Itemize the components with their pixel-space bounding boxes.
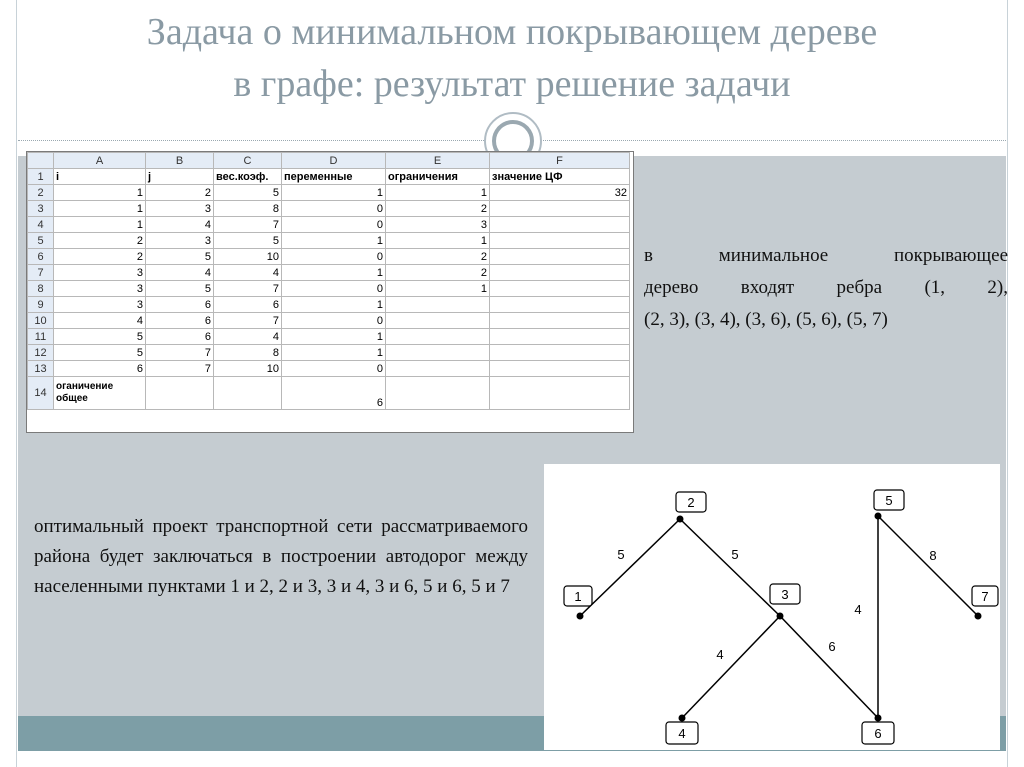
table-cell[interactable]: 10 [214,361,282,377]
table-cell[interactable]: 1 [54,201,146,217]
table-row [28,185,630,201]
node-1-dot [577,613,584,620]
header-cell[interactable]: значение ЦФ [490,169,630,185]
table-row [28,377,630,410]
table-cell[interactable]: 1 [386,233,490,249]
edge-3-4-weight: 4 [716,647,724,662]
node-7-label: 7 [981,589,989,604]
table-cell[interactable]: 0 [282,281,386,297]
table-cell[interactable]: 1 [54,217,146,233]
table-cell[interactable]: 3 [146,233,214,249]
table-row [28,313,630,329]
table-cell[interactable] [386,329,490,345]
table-cell[interactable] [146,377,214,410]
row-number[interactable]: 9 [28,297,54,313]
table-row [28,249,630,265]
header-cell[interactable]: вес.коэф. [214,169,282,185]
table-cell[interactable]: 1 [282,233,386,249]
table-cell[interactable] [490,201,630,217]
table-cell[interactable] [386,313,490,329]
table-row [28,233,630,249]
table-cell[interactable] [490,361,630,377]
table-cell[interactable]: 0 [282,361,386,377]
table-cell[interactable]: 3 [146,201,214,217]
table-cell[interactable]: 1 [282,329,386,345]
row-number[interactable]: 5 [28,233,54,249]
table-cell[interactable] [214,377,282,410]
edge-2-3 [680,519,780,616]
table-cell[interactable]: 32 [490,185,630,201]
table-cell[interactable]: 1 [282,345,386,361]
table-cell[interactable]: 0 [282,217,386,233]
table-cell[interactable]: 8 [214,345,282,361]
node-4-dot [679,715,686,722]
edge-2-3-weight: 5 [731,547,739,562]
table-cell[interactable] [386,361,490,377]
table-cell[interactable] [490,329,630,345]
row-number[interactable]: 11 [28,329,54,345]
mst-text-line-1: в минимальное покрывающее [644,245,1008,266]
select-all-corner[interactable] [28,153,54,169]
table-row [28,281,630,297]
edge-1-2 [580,519,680,616]
spreadsheet-table [27,152,630,410]
table-cell[interactable]: 6 [146,297,214,313]
table-cell[interactable] [490,313,630,329]
table-cell[interactable]: 1 [282,297,386,313]
table-cell[interactable] [490,217,630,233]
table-cell[interactable]: 3 [54,265,146,281]
edge-5-7 [878,516,978,616]
node-4-label: 4 [678,726,686,741]
graph-diagram [544,464,1000,750]
table-cell[interactable]: 10 [214,249,282,265]
table-cell[interactable] [490,233,630,249]
table-cell[interactable] [490,281,630,297]
table-cell[interactable] [386,377,490,410]
table-cell[interactable]: 3 [54,281,146,297]
node-6-dot [875,715,882,722]
table-row [28,345,630,361]
row-number[interactable]: 12 [28,345,54,361]
table-cell[interactable]: 7 [214,217,282,233]
row-number[interactable]: 8 [28,281,54,297]
table-cell[interactable] [490,297,630,313]
table-cell[interactable]: 4 [214,265,282,281]
table-cell[interactable] [386,297,490,313]
row-number[interactable]: 10 [28,313,54,329]
column-letter[interactable]: D [282,153,386,169]
table-cell[interactable]: 1 [386,281,490,297]
table-cell[interactable]: 5 [214,233,282,249]
table-cell[interactable] [490,345,630,361]
header-cell[interactable]: ограничения [386,169,490,185]
edge-3-6-weight: 6 [828,639,836,654]
header-cell[interactable]: переменные [282,169,386,185]
node-6-label: 6 [874,726,882,741]
table-cell[interactable]: 6 [146,329,214,345]
edge-3-4 [682,616,780,718]
mst-text-line-2: дерево входят ребра (1, 2), [644,277,1008,298]
row-number[interactable]: 3 [28,201,54,217]
column-letters-row [28,153,630,169]
table-cell[interactable]: 2 [54,249,146,265]
node-3-label: 3 [781,587,789,602]
table-row [28,217,630,233]
table-cell[interactable]: 7 [146,345,214,361]
edge-5-7-weight: 8 [929,548,937,563]
table-cell[interactable]: 0 [282,201,386,217]
column-letter[interactable]: E [386,153,490,169]
table-cell[interactable] [386,345,490,361]
table-cell[interactable]: 7 [214,313,282,329]
node-3-dot [777,613,784,620]
column-letter[interactable]: B [146,153,214,169]
table-cell[interactable]: 1 [282,265,386,281]
node-7-dot [975,613,982,620]
table-cell[interactable]: 2 [54,233,146,249]
table-cell[interactable]: 5 [146,249,214,265]
table-cell[interactable]: 0 [282,313,386,329]
table-cell[interactable]: 4 [214,329,282,345]
table-cell[interactable]: 5 [54,329,146,345]
total-label-cell[interactable]: оганичение общее [54,377,146,410]
edge-3-6 [780,616,878,718]
row-number[interactable]: 6 [28,249,54,265]
edge-5-6-weight: 4 [854,602,862,617]
node-5-dot [875,513,882,520]
mst-edges-text [644,240,1008,336]
node-2-dot [677,516,684,523]
row-number[interactable]: 2 [28,185,54,201]
row-number[interactable]: 4 [28,217,54,233]
table-cell[interactable]: 1 [386,185,490,201]
table-row [28,297,630,313]
title-line-2: в графе: результат решение задачи [233,63,791,105]
column-letter[interactable]: C [214,153,282,169]
table-cell[interactable]: 2 [146,185,214,201]
title-line-1: Задача о минимальном покрывающем дереве [146,11,878,53]
table-cell[interactable]: 7 [146,361,214,377]
table-cell[interactable]: 2 [386,249,490,265]
table-cell[interactable]: 6 [214,297,282,313]
table-cell[interactable] [490,249,630,265]
graph-svg [544,464,1000,750]
table-cell[interactable]: 4 [54,313,146,329]
table-row [28,169,630,185]
total-value-cell[interactable]: 6 [282,377,386,410]
table-cell[interactable]: 3 [54,297,146,313]
table-cell[interactable]: 5 [146,281,214,297]
spreadsheet [26,151,634,433]
table-row [28,265,630,281]
row-number[interactable]: 7 [28,265,54,281]
column-letter[interactable]: F [490,153,630,169]
row-number[interactable]: 13 [28,361,54,377]
node-5-label: 5 [885,493,893,508]
table-cell[interactable]: 2 [386,201,490,217]
table-row [28,361,630,377]
table-cell[interactable]: 7 [214,281,282,297]
row-number[interactable]: 14 [28,377,54,410]
slide-title [30,6,994,110]
conclusion-text: оптимальный проект транспортной сети рассматриваемого района будет заключаться в построении автодорог между населенными пунктами 1 и 2, 2 и 3, 3 и 4, 3 и 6, 5 и 6, 5 и 7 [34,516,528,597]
header-cell[interactable]: i [54,169,146,185]
header-cell[interactable]: j [146,169,214,185]
table-cell[interactable]: 5 [214,185,282,201]
table-cell[interactable]: 4 [146,265,214,281]
table-cell[interactable]: 3 [386,217,490,233]
table-cell[interactable]: 2 [386,265,490,281]
column-letter[interactable]: A [54,153,146,169]
table-cell[interactable]: 8 [214,201,282,217]
table-cell[interactable] [490,265,630,281]
table-cell[interactable]: 0 [282,249,386,265]
row-number[interactable]: 1 [28,169,54,185]
table-cell[interactable]: 1 [282,185,386,201]
table-cell[interactable]: 6 [146,313,214,329]
node-2-label: 2 [687,495,695,510]
table-cell[interactable] [490,377,630,410]
table-cell[interactable]: 6 [54,361,146,377]
edge-1-2-weight: 5 [617,547,625,562]
table-cell[interactable]: 1 [54,185,146,201]
table-row [28,329,630,345]
mst-text-line-3: (2, 3), (3, 4), (3, 6), (5, 6), (5, 7) [644,309,888,330]
table-cell[interactable]: 4 [146,217,214,233]
table-cell[interactable]: 5 [54,345,146,361]
node-1-label: 1 [574,589,582,604]
table-row [28,201,630,217]
